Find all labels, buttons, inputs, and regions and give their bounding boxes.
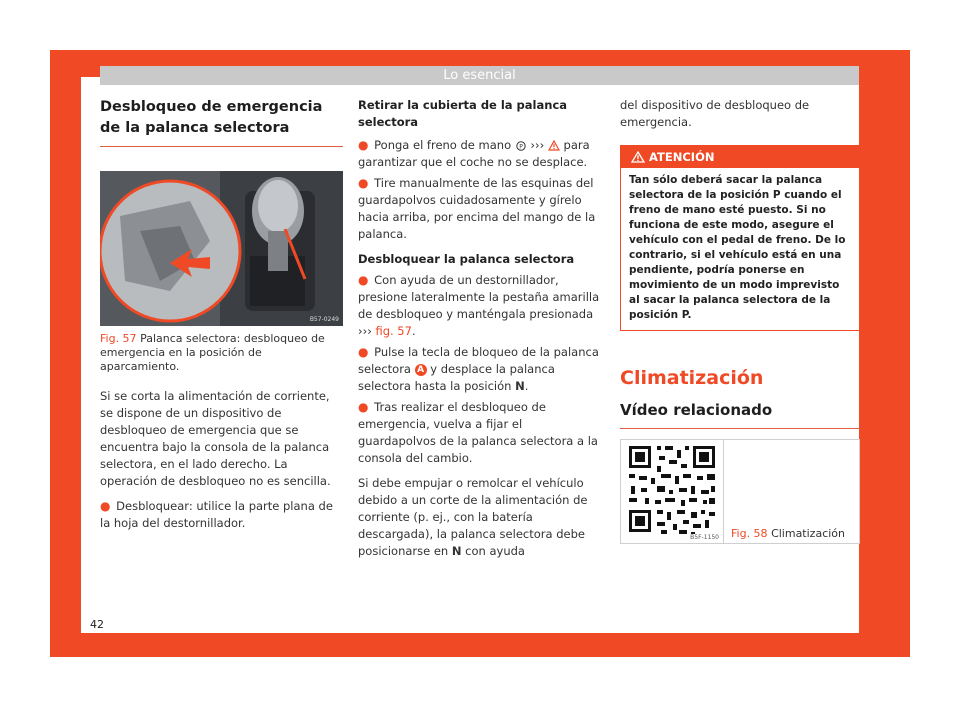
figure-number: Fig. 58 — [731, 527, 768, 540]
callout-marker: A — [415, 364, 427, 376]
figure-57-caption — [100, 332, 343, 374]
figure-number: Fig. 57 — [100, 332, 137, 345]
section-heading: Desbloqueo de emergencia de la palanca selectora — [100, 99, 323, 136]
svg-text:P: P — [518, 143, 523, 151]
bullet-icon: ● — [358, 138, 369, 152]
bullet-item: ● Tire manualmente de las esquinas del guardapolvos cuidadosamente y gírelo hacia arriba, por encima del mango de la palanca. — [358, 176, 596, 241]
warning-box — [620, 145, 860, 331]
page-header — [100, 66, 859, 85]
subheading: Desbloquear la palanca selectora — [358, 252, 575, 266]
warning-body: Tan sólo deberá sacar la palanca selectora de la posición P cuando el freno de mano esté puesto. Si no funciona de este modo, asegure el vehículo con el pedal de freno. De lo contrario, si el vehículo está en una pendiente, podría ponerse en movimiento de un modo imprevisto al sacar la palanca selectora de la posición P. — [629, 174, 846, 321]
header-title: Lo esencial — [443, 68, 516, 83]
figure-58 — [620, 439, 860, 544]
figure-57-photo — [100, 171, 343, 326]
paragraph: del dispositivo de desbloqueo de emergencia. — [620, 98, 810, 129]
warning-title: ATENCIÓN — [649, 150, 715, 164]
figure-code: B5F-1150 — [690, 534, 719, 541]
bullet-icon: ● — [358, 345, 369, 359]
bullet-icon: ● — [358, 176, 369, 190]
figure-code: B57-0249 — [309, 316, 339, 323]
bullet-item: ● Tras realizar el desbloqueo de emergencia, vuelva a fijar el guardapolvos de la palanca selectora a la consola del cambio. — [358, 400, 598, 465]
warning-header — [621, 146, 859, 168]
bullet-item: ● Desbloquear: utilice la parte plana de la hoja del destornillador. — [100, 499, 333, 530]
bullet-icon: ● — [100, 499, 111, 513]
bullet-icon: ● — [358, 273, 369, 287]
reference-arrows: ››› — [530, 138, 545, 152]
chapter-title: Climatización — [620, 367, 764, 389]
paragraph: Si se corta la alimentación de corriente, se dispone de un dispositivo de desbloqueo de emergencia que se encuentra bajo la consola de la palanca selectora, en el lado derecho. La operación de desbloqueo no es sencilla. — [100, 389, 331, 488]
bullet-icon: ● — [358, 400, 369, 414]
page-number: 42 — [90, 618, 104, 631]
subheading: Retirar la cubierta de la palanca selectora — [358, 98, 568, 129]
gear-lever-illustration — [100, 171, 343, 326]
column-2 — [358, 97, 601, 560]
qr-code[interactable] — [621, 440, 724, 543]
parking-brake-icon — [515, 141, 527, 151]
bullet-item: ● Pulse la tecla de bloqueo de la palanca selectora A y desplace la palanca selectora hasta la posición N. — [358, 345, 599, 393]
heading-rule — [100, 146, 343, 147]
caption-text: Climatización — [771, 527, 846, 540]
caption-text: Palanca selectora: desbloqueo de emergencia en la posición de aparcamiento. — [100, 332, 325, 373]
figure-link[interactable]: fig. 57 — [375, 324, 412, 338]
heading-rule — [620, 428, 860, 429]
column-3 — [620, 97, 860, 544]
column-1 — [100, 97, 343, 532]
video-heading: Vídeo relacionado — [620, 401, 773, 419]
qr-code-icon — [621, 440, 723, 543]
figure-58-caption — [731, 527, 845, 541]
warning-triangle-icon — [548, 140, 560, 151]
warning-triangle-icon — [631, 151, 645, 163]
bullet-item: ● Ponga el freno de mano P ››› para garantizar que el coche no se desplace. — [358, 138, 590, 169]
reference-arrows: ››› — [358, 324, 372, 338]
paragraph: Si debe empujar o remolcar el vehículo debido a un corte de la alimentación de corriente (p. ej., con la batería descargada), la palanca selectora debe posicionarse en N con ayuda — [358, 476, 588, 558]
bullet-item: ● Con ayuda de un destornillador, presione lateralmente la pestaña amarilla de desbloqueo y manténgala presionada ››› fig. 57. — [358, 273, 600, 338]
